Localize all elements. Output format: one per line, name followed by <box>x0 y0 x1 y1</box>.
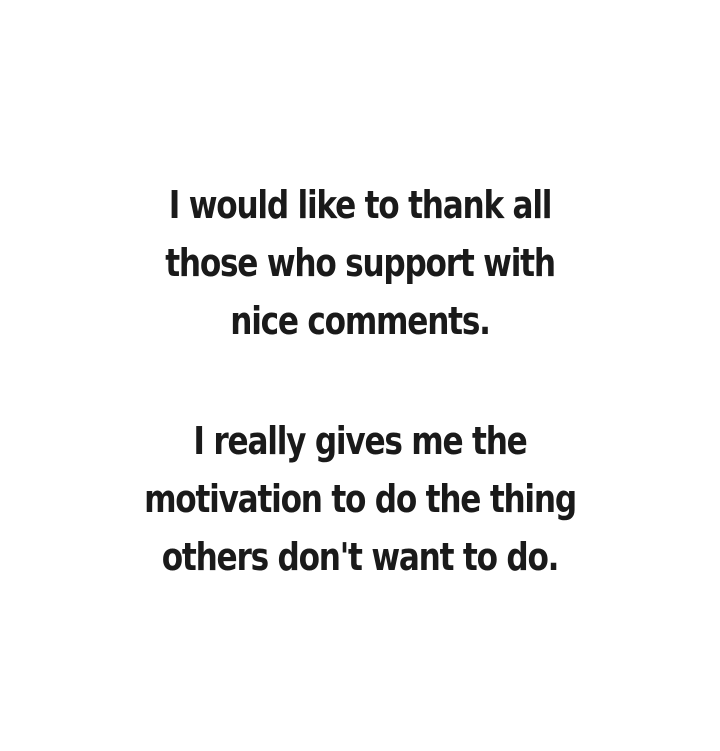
paragraph-1-line-3: nice comments. <box>230 299 490 343</box>
paragraph-1-line-1: I would like to thank all <box>168 183 552 227</box>
motivation-paragraph <box>65 412 655 586</box>
paragraph-1-line-2: those who support with <box>165 241 555 285</box>
paragraph-2-line-2: motivation to do the thing <box>144 477 576 521</box>
paragraph-2-line-3: others don't want to do. <box>161 535 559 579</box>
thank-you-paragraph <box>65 176 655 350</box>
paragraph-2-line-1: I really gives me the <box>193 419 527 463</box>
